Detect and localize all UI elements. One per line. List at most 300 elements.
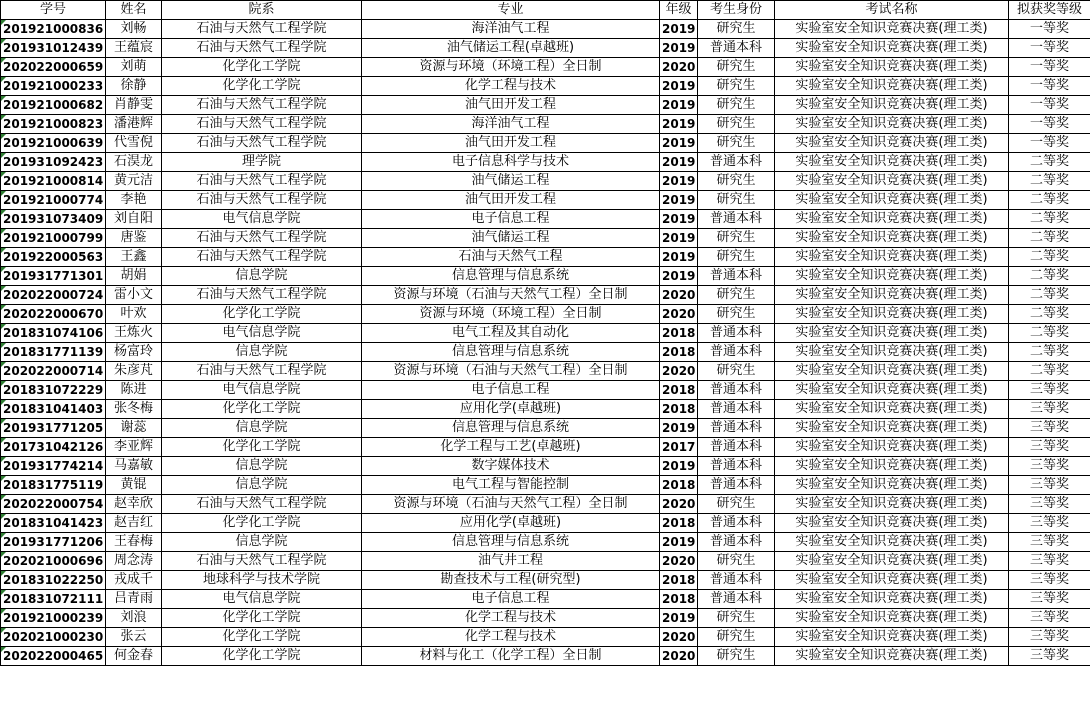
exam-name-cell: 实验室安全知识竞赛决赛(理工类)	[775, 381, 1009, 400]
candidate-type-cell: 研究生	[698, 286, 775, 305]
award-level-cell: 一等奖	[1009, 115, 1090, 134]
department-cell: 石油与天然气工程学院	[162, 248, 362, 267]
candidate-type-cell: 普通本科	[698, 457, 775, 476]
student-name-cell: 赵吉红	[106, 514, 162, 533]
major-cell: 海洋油气工程	[362, 20, 660, 39]
exam-name-cell: 实验室安全知识竞赛决赛(理工类)	[775, 590, 1009, 609]
grade-cell: 2019	[660, 210, 698, 229]
award-level-cell: 三等奖	[1009, 381, 1090, 400]
exam-name-cell: 实验室安全知识竞赛决赛(理工类)	[775, 495, 1009, 514]
student-id-cell: 201831775119	[1, 476, 106, 495]
department-cell: 石油与天然气工程学院	[162, 39, 362, 58]
department-cell: 化学化工学院	[162, 514, 362, 533]
exam-name-cell: 实验室安全知识竞赛决赛(理工类)	[775, 476, 1009, 495]
candidate-type-cell: 普通本科	[698, 476, 775, 495]
exam-name-cell: 实验室安全知识竞赛决赛(理工类)	[775, 20, 1009, 39]
department-cell: 化学化工学院	[162, 400, 362, 419]
table-row	[1, 514, 1090, 533]
student-name-cell: 王春梅	[106, 533, 162, 552]
student-id-cell: 201931771301	[1, 267, 106, 286]
exam-name-cell: 实验室安全知识竞赛决赛(理工类)	[775, 552, 1009, 571]
major-cell: 资源与环境（石油与天然气工程）全日制	[362, 286, 660, 305]
grade-cell: 2018	[660, 324, 698, 343]
student-id-cell: 201921000774	[1, 191, 106, 210]
exam-name-cell: 实验室安全知识竞赛决赛(理工类)	[775, 305, 1009, 324]
department-cell: 电气信息学院	[162, 590, 362, 609]
exam-name-cell: 实验室安全知识竞赛决赛(理工类)	[775, 248, 1009, 267]
student-id-cell: 201831041423	[1, 514, 106, 533]
department-cell: 地球科学与技术学院	[162, 571, 362, 590]
exam-name-cell: 实验室安全知识竞赛决赛(理工类)	[775, 153, 1009, 172]
major-cell: 数字媒体技术	[362, 457, 660, 476]
student-id-cell: 201921000639	[1, 134, 106, 153]
exam-name-cell: 实验室安全知识竞赛决赛(理工类)	[775, 58, 1009, 77]
candidate-type-cell: 普通本科	[698, 571, 775, 590]
exam-name-cell: 实验室安全知识竞赛决赛(理工类)	[775, 210, 1009, 229]
table-row	[1, 20, 1090, 39]
major-cell: 信息管理与信息系统	[362, 419, 660, 438]
table-row	[1, 305, 1090, 324]
student-name-cell: 王炼火	[106, 324, 162, 343]
student-id-cell: 201831041403	[1, 400, 106, 419]
department-cell: 石油与天然气工程学院	[162, 96, 362, 115]
table-row	[1, 552, 1090, 571]
department-cell: 电气信息学院	[162, 210, 362, 229]
exam-name-cell: 实验室安全知识竞赛决赛(理工类)	[775, 628, 1009, 647]
award-level-cell: 三等奖	[1009, 628, 1090, 647]
table-row	[1, 400, 1090, 419]
student-id-cell: 201921000799	[1, 229, 106, 248]
student-name-cell: 谢蕊	[106, 419, 162, 438]
exam-name-cell: 实验室安全知识竞赛决赛(理工类)	[775, 191, 1009, 210]
department-cell: 化学化工学院	[162, 77, 362, 96]
grade-cell: 2019	[660, 533, 698, 552]
major-cell: 化学工程与技术	[362, 609, 660, 628]
award-level-cell: 一等奖	[1009, 39, 1090, 58]
student-name-cell: 唐鉴	[106, 229, 162, 248]
department-cell: 石油与天然气工程学院	[162, 552, 362, 571]
award-level-cell: 三等奖	[1009, 609, 1090, 628]
major-cell: 油气储运工程	[362, 229, 660, 248]
exam-name-cell: 实验室安全知识竞赛决赛(理工类)	[775, 267, 1009, 286]
department-cell: 信息学院	[162, 457, 362, 476]
student-name-cell: 王蕴宸	[106, 39, 162, 58]
award-level-cell: 三等奖	[1009, 438, 1090, 457]
table-row	[1, 248, 1090, 267]
award-level-cell: 二等奖	[1009, 229, 1090, 248]
candidate-type-cell: 研究生	[698, 96, 775, 115]
student-name-cell: 雷小文	[106, 286, 162, 305]
student-id-cell: 201931771205	[1, 419, 106, 438]
department-cell: 信息学院	[162, 419, 362, 438]
department-cell: 电气信息学院	[162, 381, 362, 400]
award-level-cell: 二等奖	[1009, 305, 1090, 324]
candidate-type-cell: 研究生	[698, 248, 775, 267]
candidate-type-cell: 普通本科	[698, 153, 775, 172]
student-id-cell: 201921000823	[1, 115, 106, 134]
student-id-cell: 201931774214	[1, 457, 106, 476]
student-name-cell: 陈进	[106, 381, 162, 400]
header-row	[1, 1, 1090, 20]
department-cell: 石油与天然气工程学院	[162, 172, 362, 191]
major-cell: 信息管理与信息系统	[362, 533, 660, 552]
major-cell: 资源与环境（环境工程）全日制	[362, 58, 660, 77]
student-name-cell: 朱彦芃	[106, 362, 162, 381]
candidate-type-cell: 研究生	[698, 552, 775, 571]
student-id-cell: 202022000724	[1, 286, 106, 305]
table-row	[1, 39, 1090, 58]
candidate-type-cell: 普通本科	[698, 39, 775, 58]
department-cell: 石油与天然气工程学院	[162, 134, 362, 153]
candidate-type-cell: 研究生	[698, 609, 775, 628]
major-cell: 信息管理与信息系统	[362, 267, 660, 286]
department-cell: 信息学院	[162, 343, 362, 362]
grade-cell: 2019	[660, 153, 698, 172]
table-row	[1, 286, 1090, 305]
candidate-type-cell: 普通本科	[698, 533, 775, 552]
exam-name-cell: 实验室安全知识竞赛决赛(理工类)	[775, 286, 1009, 305]
award-level-cell: 二等奖	[1009, 286, 1090, 305]
table-row	[1, 609, 1090, 628]
header-award-level: 拟获奖等级	[1009, 1, 1090, 20]
student-id-cell: 201931073409	[1, 210, 106, 229]
student-name-cell: 叶欢	[106, 305, 162, 324]
table-row	[1, 476, 1090, 495]
award-level-cell: 三等奖	[1009, 514, 1090, 533]
award-level-cell: 二等奖	[1009, 343, 1090, 362]
department-cell: 信息学院	[162, 267, 362, 286]
major-cell: 油气田开发工程	[362, 96, 660, 115]
header-student-id: 学号	[1, 1, 106, 20]
student-id-cell: 201931012439	[1, 39, 106, 58]
grade-cell: 2018	[660, 571, 698, 590]
grade-cell: 2018	[660, 381, 698, 400]
table-row	[1, 267, 1090, 286]
major-cell: 电气工程及其自动化	[362, 324, 660, 343]
candidate-type-cell: 研究生	[698, 628, 775, 647]
grade-cell: 2019	[660, 419, 698, 438]
student-name-cell: 徐静	[106, 77, 162, 96]
candidate-type-cell: 研究生	[698, 229, 775, 248]
grade-cell: 2019	[660, 172, 698, 191]
student-name-cell: 李艳	[106, 191, 162, 210]
award-level-cell: 三等奖	[1009, 476, 1090, 495]
header-candidate-type: 考生身份	[698, 1, 775, 20]
student-id-cell: 201931771206	[1, 533, 106, 552]
candidate-type-cell: 普通本科	[698, 419, 775, 438]
award-level-cell: 二等奖	[1009, 362, 1090, 381]
student-id-cell: 202022000659	[1, 58, 106, 77]
exam-name-cell: 实验室安全知识竞赛决赛(理工类)	[775, 172, 1009, 191]
student-id-cell: 201831771139	[1, 343, 106, 362]
major-cell: 电子信息工程	[362, 381, 660, 400]
student-name-cell: 刘畅	[106, 20, 162, 39]
student-id-cell: 201831072229	[1, 381, 106, 400]
award-level-cell: 二等奖	[1009, 324, 1090, 343]
student-name-cell: 吕青雨	[106, 590, 162, 609]
candidate-type-cell: 普通本科	[698, 400, 775, 419]
table-row	[1, 210, 1090, 229]
student-name-cell: 张冬梅	[106, 400, 162, 419]
table-row	[1, 134, 1090, 153]
exam-name-cell: 实验室安全知识竞赛决赛(理工类)	[775, 229, 1009, 248]
exam-name-cell: 实验室安全知识竞赛决赛(理工类)	[775, 115, 1009, 134]
exam-name-cell: 实验室安全知识竞赛决赛(理工类)	[775, 533, 1009, 552]
student-id-cell: 202022000754	[1, 495, 106, 514]
table-row	[1, 533, 1090, 552]
table-row	[1, 153, 1090, 172]
candidate-type-cell: 普通本科	[698, 210, 775, 229]
award-level-cell: 一等奖	[1009, 20, 1090, 39]
table-row	[1, 58, 1090, 77]
department-cell: 石油与天然气工程学院	[162, 115, 362, 134]
department-cell: 化学化工学院	[162, 58, 362, 77]
student-name-cell: 代雪倪	[106, 134, 162, 153]
student-name-cell: 戎成千	[106, 571, 162, 590]
exam-name-cell: 实验室安全知识竞赛决赛(理工类)	[775, 343, 1009, 362]
grade-cell: 2019	[660, 457, 698, 476]
table-row	[1, 172, 1090, 191]
major-cell: 材料与化工（化学工程）全日制	[362, 647, 660, 666]
award-level-cell: 二等奖	[1009, 210, 1090, 229]
department-cell: 石油与天然气工程学院	[162, 286, 362, 305]
candidate-type-cell: 研究生	[698, 362, 775, 381]
grade-cell: 2019	[660, 229, 698, 248]
student-id-cell: 201831072111	[1, 590, 106, 609]
candidate-type-cell: 普通本科	[698, 590, 775, 609]
exam-name-cell: 实验室安全知识竞赛决赛(理工类)	[775, 419, 1009, 438]
student-name-cell: 刘浪	[106, 609, 162, 628]
grade-cell: 2018	[660, 590, 698, 609]
department-cell: 化学化工学院	[162, 305, 362, 324]
award-level-cell: 三等奖	[1009, 533, 1090, 552]
table-row	[1, 229, 1090, 248]
student-name-cell: 王鑫	[106, 248, 162, 267]
student-name-cell: 潘港辉	[106, 115, 162, 134]
header-exam-name: 考试名称	[775, 1, 1009, 20]
header-grade: 年级	[660, 1, 698, 20]
award-level-cell: 二等奖	[1009, 248, 1090, 267]
award-level-cell: 一等奖	[1009, 134, 1090, 153]
table-row	[1, 96, 1090, 115]
student-id-cell: 202022000714	[1, 362, 106, 381]
major-cell: 勘查技术与工程(研究型)	[362, 571, 660, 590]
award-level-cell: 二等奖	[1009, 267, 1090, 286]
department-cell: 信息学院	[162, 476, 362, 495]
student-name-cell: 刘萌	[106, 58, 162, 77]
major-cell: 电子信息科学与技术	[362, 153, 660, 172]
grade-cell: 2019	[660, 191, 698, 210]
major-cell: 资源与环境（石油与天然气工程）全日制	[362, 362, 660, 381]
candidate-type-cell: 普通本科	[698, 381, 775, 400]
department-cell: 石油与天然气工程学院	[162, 191, 362, 210]
student-id-cell: 201831022250	[1, 571, 106, 590]
table-row	[1, 495, 1090, 514]
student-id-cell: 201921000233	[1, 77, 106, 96]
major-cell: 油气储运工程	[362, 172, 660, 191]
student-id-cell: 202021000230	[1, 628, 106, 647]
major-cell: 油气井工程	[362, 552, 660, 571]
table-row	[1, 381, 1090, 400]
grade-cell: 2019	[660, 96, 698, 115]
exam-name-cell: 实验室安全知识竞赛决赛(理工类)	[775, 324, 1009, 343]
student-name-cell: 肖静雯	[106, 96, 162, 115]
award-level-cell: 二等奖	[1009, 153, 1090, 172]
major-cell: 海洋油气工程	[362, 115, 660, 134]
award-level-cell: 三等奖	[1009, 419, 1090, 438]
grade-cell: 2019	[660, 267, 698, 286]
candidate-type-cell: 普通本科	[698, 343, 775, 362]
student-id-cell: 202022000670	[1, 305, 106, 324]
exam-name-cell: 实验室安全知识竞赛决赛(理工类)	[775, 514, 1009, 533]
major-cell: 化学工程与技术	[362, 628, 660, 647]
award-level-cell: 三等奖	[1009, 571, 1090, 590]
student-id-cell: 201921000836	[1, 20, 106, 39]
grade-cell: 2020	[660, 58, 698, 77]
table-row	[1, 324, 1090, 343]
department-cell: 化学化工学院	[162, 647, 362, 666]
grade-cell: 2018	[660, 343, 698, 362]
student-id-cell: 201831074106	[1, 324, 106, 343]
table-row	[1, 438, 1090, 457]
department-cell: 理学院	[162, 153, 362, 172]
grade-cell: 2019	[660, 115, 698, 134]
grade-cell: 2020	[660, 286, 698, 305]
candidate-type-cell: 研究生	[698, 495, 775, 514]
grade-cell: 2020	[660, 628, 698, 647]
major-cell: 油气田开发工程	[362, 134, 660, 153]
candidate-type-cell: 研究生	[698, 305, 775, 324]
student-name-cell: 黄元洁	[106, 172, 162, 191]
major-cell: 油气田开发工程	[362, 191, 660, 210]
candidate-type-cell: 研究生	[698, 172, 775, 191]
grade-cell: 2020	[660, 552, 698, 571]
award-level-cell: 三等奖	[1009, 647, 1090, 666]
student-id-cell: 201731042126	[1, 438, 106, 457]
table-row	[1, 590, 1090, 609]
student-name-cell: 刘自阳	[106, 210, 162, 229]
student-name-cell: 张云	[106, 628, 162, 647]
grade-cell: 2019	[660, 39, 698, 58]
grade-cell: 2019	[660, 20, 698, 39]
student-id-cell: 201921000814	[1, 172, 106, 191]
student-name-cell: 李亚辉	[106, 438, 162, 457]
major-cell: 石油与天然气工程	[362, 248, 660, 267]
department-cell: 化学化工学院	[162, 628, 362, 647]
department-cell: 石油与天然气工程学院	[162, 362, 362, 381]
candidate-type-cell: 普通本科	[698, 438, 775, 457]
exam-name-cell: 实验室安全知识竞赛决赛(理工类)	[775, 96, 1009, 115]
header-name: 姓名	[106, 1, 162, 20]
student-name-cell: 胡娟	[106, 267, 162, 286]
exam-name-cell: 实验室安全知识竞赛决赛(理工类)	[775, 571, 1009, 590]
major-cell: 信息管理与信息系统	[362, 343, 660, 362]
exam-name-cell: 实验室安全知识竞赛决赛(理工类)	[775, 39, 1009, 58]
table-row	[1, 628, 1090, 647]
table-row	[1, 571, 1090, 590]
award-level-cell: 一等奖	[1009, 58, 1090, 77]
department-cell: 电气信息学院	[162, 324, 362, 343]
student-name-cell: 杨富玲	[106, 343, 162, 362]
student-name-cell: 黄锟	[106, 476, 162, 495]
grade-cell: 2019	[660, 134, 698, 153]
grade-cell: 2019	[660, 248, 698, 267]
table-row	[1, 419, 1090, 438]
exam-name-cell: 实验室安全知识竞赛决赛(理工类)	[775, 438, 1009, 457]
student-id-cell: 201921000682	[1, 96, 106, 115]
department-cell: 石油与天然气工程学院	[162, 20, 362, 39]
department-cell: 石油与天然气工程学院	[162, 495, 362, 514]
table-row	[1, 362, 1090, 381]
major-cell: 电子信息工程	[362, 590, 660, 609]
department-cell: 化学化工学院	[162, 609, 362, 628]
header-major: 专业	[362, 1, 660, 20]
major-cell: 资源与环境（环境工程）全日制	[362, 305, 660, 324]
major-cell: 资源与环境（石油与天然气工程）全日制	[362, 495, 660, 514]
major-cell: 应用化学(卓越班)	[362, 400, 660, 419]
grade-cell: 2020	[660, 647, 698, 666]
award-level-cell: 三等奖	[1009, 457, 1090, 476]
grade-cell: 2018	[660, 476, 698, 495]
department-cell: 石油与天然气工程学院	[162, 229, 362, 248]
grade-cell: 2018	[660, 514, 698, 533]
major-cell: 电气工程与智能控制	[362, 476, 660, 495]
candidate-type-cell: 研究生	[698, 20, 775, 39]
student-id-cell: 202021000696	[1, 552, 106, 571]
candidate-type-cell: 研究生	[698, 647, 775, 666]
student-name-cell: 何金春	[106, 647, 162, 666]
grade-cell: 2020	[660, 495, 698, 514]
department-cell: 化学化工学院	[162, 438, 362, 457]
award-level-cell: 三等奖	[1009, 400, 1090, 419]
header-department: 院系	[162, 1, 362, 20]
award-level-cell: 三等奖	[1009, 590, 1090, 609]
major-cell: 油气储运工程(卓越班)	[362, 39, 660, 58]
student-id-cell: 202022000465	[1, 647, 106, 666]
candidate-type-cell: 普通本科	[698, 267, 775, 286]
grade-cell: 2019	[660, 77, 698, 96]
award-level-cell: 一等奖	[1009, 77, 1090, 96]
major-cell: 化学工程与工艺(卓越班)	[362, 438, 660, 457]
grade-cell: 2019	[660, 609, 698, 628]
student-name-cell: 马嘉敏	[106, 457, 162, 476]
student-id-cell: 201931092423	[1, 153, 106, 172]
major-cell: 应用化学(卓越班)	[362, 514, 660, 533]
exam-name-cell: 实验室安全知识竞赛决赛(理工类)	[775, 400, 1009, 419]
student-name-cell: 赵幸欣	[106, 495, 162, 514]
exam-name-cell: 实验室安全知识竞赛决赛(理工类)	[775, 134, 1009, 153]
award-level-cell: 二等奖	[1009, 172, 1090, 191]
student-id-cell: 201921000239	[1, 609, 106, 628]
grade-cell: 2020	[660, 305, 698, 324]
exam-name-cell: 实验室安全知识竞赛决赛(理工类)	[775, 457, 1009, 476]
table-row	[1, 457, 1090, 476]
major-cell: 化学工程与技术	[362, 77, 660, 96]
award-level-cell: 二等奖	[1009, 191, 1090, 210]
candidate-type-cell: 普通本科	[698, 324, 775, 343]
grade-cell: 2020	[660, 362, 698, 381]
major-cell: 电子信息工程	[362, 210, 660, 229]
candidate-type-cell: 研究生	[698, 77, 775, 96]
department-cell: 信息学院	[162, 533, 362, 552]
exam-name-cell: 实验室安全知识竞赛决赛(理工类)	[775, 77, 1009, 96]
exam-name-cell: 实验室安全知识竞赛决赛(理工类)	[775, 647, 1009, 666]
candidate-type-cell: 普通本科	[698, 514, 775, 533]
student-name-cell: 周念涛	[106, 552, 162, 571]
candidate-type-cell: 研究生	[698, 134, 775, 153]
table-row	[1, 77, 1090, 96]
award-level-cell: 三等奖	[1009, 552, 1090, 571]
